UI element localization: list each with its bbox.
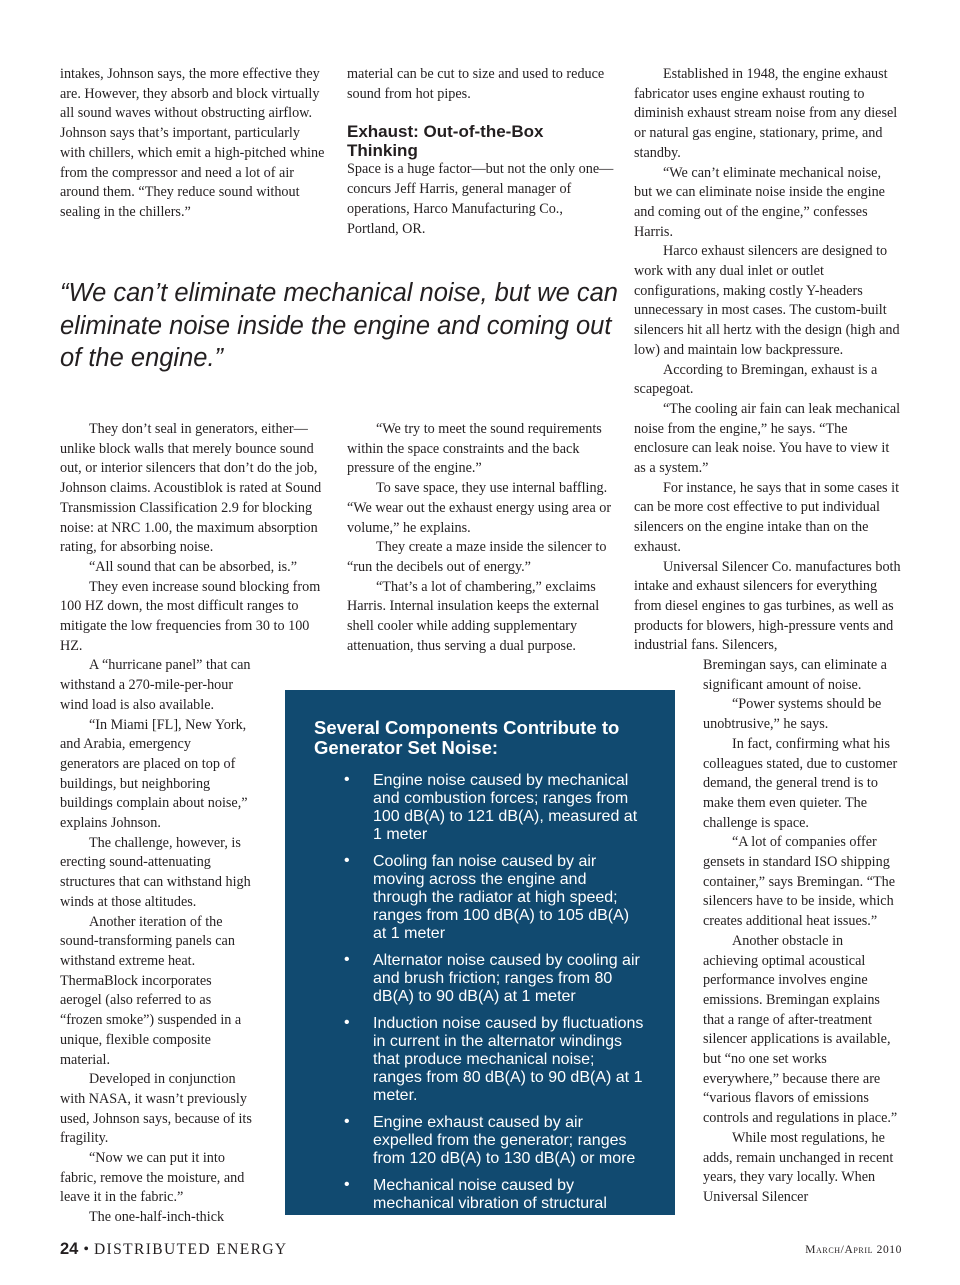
paragraph: They even increase sound blocking from 100 HZ down, the most difficult ranges to mitigate the low frequencies from 30 to 100 HZ. bbox=[60, 578, 321, 654]
pull-quote: “We can’t eliminate mechanical noise, but we can eliminate noise inside the engine and coming out of the engine.” bbox=[60, 279, 618, 372]
paragraph: “We try to meet the sound requirements within the space constraints and the back pressure of the engine.” bbox=[347, 421, 602, 477]
paragraph: The challenge, however, is erecting sound-attenuating structures that can withstand high winds at those altitudes. bbox=[60, 834, 251, 910]
bullet-icon: • bbox=[344, 771, 350, 788]
bullet-icon: • bbox=[344, 951, 350, 968]
narrow-text-block bbox=[60, 656, 252, 1227]
list-item: • Cooling fan noise caused by air moving across the engine and through the radiator at high speed; ranges from 100 dB(A) to 105 dB(A) at 1 meter bbox=[344, 852, 630, 942]
paragraph: Developed in conjunction with NASA, it wasn’t previously used, Johnson says, because of its fragility. bbox=[60, 1071, 252, 1147]
sidebar-title: Several Components Contribute to Generator Set Noise: bbox=[314, 717, 620, 758]
column-2-bottom bbox=[347, 420, 615, 656]
column-3-bottom bbox=[703, 656, 901, 1208]
paragraph: “We can’t eliminate mechanical noise, but we can eliminate noise inside the engine and coming out of the engine,” confesses Harris. bbox=[634, 164, 885, 240]
list-item: • Induction noise caused by fluctuations in current in the alternator windings that produce mechanical noise; ranges from 80 dB(A) to 90 dB(A) at 1 meter. bbox=[344, 1014, 644, 1104]
paragraph: “A lot of companies offer gensets in standard ISO shipping container,” says Bremingan. “The silencers have to be inside, which creates additional heat issues.” bbox=[703, 834, 896, 930]
list-item: • Alternator noise caused by cooling air and brush friction; ranges from 80 dB(A) to 90 dB(A) at 1 meter bbox=[344, 951, 640, 1005]
paragraph: Another obstacle in achieving optimal acoustical performance involves engine emissions. Bremingan explains that a range of after-treatment silencer applications is available, but “no one set works everywhere,” because there are “various flavors of emissions controls and regulations in place.” bbox=[703, 932, 898, 1127]
paragraph: While most regulations, he adds, remain unchanged in recent years, they vary locally. When Universal Silencer bbox=[703, 1129, 894, 1205]
paragraph: Established in 1948, the engine exhaust fabricator uses engine exhaust routing to diminish exhaust stream noise from any diesel or natural gas engine, stationary, prime, and standby. bbox=[634, 66, 898, 161]
paragraph: A “hurricane panel” that can withstand a 270-mile-per-hour wind load is also available. bbox=[60, 657, 251, 713]
paragraph: Another iteration of the sound-transforming panels can withstand extreme heat. ThermaBlock incorporates aerogel (also referred to as “frozen smoke”) suspended in a unique, flexible composite material. bbox=[60, 913, 242, 1068]
paragraph: The one-half-inch-thick bbox=[89, 1209, 225, 1226]
column-1-top bbox=[60, 65, 328, 223]
paragraph: “Now we can put it into fabric, remove the moisture, and leave it in the fabric.” bbox=[60, 1150, 245, 1206]
paragraph: According to Bremingan, exhaust is a scapegoat. bbox=[634, 361, 878, 398]
paragraph: In fact, confirming what his colleagues stated, due to customer demand, the general trend is to make them even quieter. The challenge is space. bbox=[703, 735, 898, 831]
paragraph: They create a maze inside the silencer to “run the decibels out of energy.” bbox=[347, 539, 607, 575]
list-item: • Mechanical noise caused by mechanical vibration of structural components bbox=[344, 1176, 607, 1230]
column-3-top bbox=[634, 65, 901, 656]
page-number: 24 bbox=[60, 1240, 79, 1258]
paragraph: To save space, they use internal baffling. “We wear out the exhaust energy using area or volume,” he explains. bbox=[347, 480, 612, 536]
bullet-icon: • bbox=[344, 1014, 350, 1031]
sidebar-box bbox=[285, 690, 675, 1230]
paragraph: “All sound that can be absorbed, is.” bbox=[89, 558, 298, 575]
paragraph: “Power systems should be unobtrusive,” he says. bbox=[703, 696, 882, 733]
paragraph: “The cooling air fain can leak mechanical noise from the engine,” he says. “The enclosure can leak noise. You have to view it as a system.” bbox=[634, 400, 901, 477]
paragraph: “In Miami [FL], New York, and Arabia, emergency generators are placed on top of buildings, but neighboring buildings complain about noise,” explains Johnson. bbox=[60, 716, 248, 832]
bullet-icon: • bbox=[344, 1113, 350, 1130]
paragraph: Universal Silencer Co. manufactures both intake and exhaust silencers for everything from diesel engines to gas turbines, as well as products for blowers, high-pressure vents and industrial fans. Silencers, bbox=[634, 558, 901, 654]
paragraph: Bremingan says, can eliminate a significant amount of noise. bbox=[703, 657, 887, 693]
paragraph: “That’s a lot of chambering,” exclaims Harris. Internal insulation keeps the external shell cooler while adding supplementary attenuation, thus serving a dual purpose. bbox=[347, 578, 600, 654]
page-footer bbox=[60, 1240, 288, 1262]
separator-icon: • bbox=[83, 1241, 89, 1258]
bullet-icon: • bbox=[344, 1176, 350, 1193]
issue-date: March/April 2010 bbox=[805, 1244, 902, 1256]
list-item: • Engine exhaust caused by air expelled from the generator; ranges from 120 dB(A) to 130 dB(A) or more bbox=[344, 1113, 636, 1167]
paragraph: They don’t seal in generators, either—unlike block walls that merely bounce sound out, or interior silencers that don’t do the job, Johnson claims. Acoustiblok is rated at Sound Transmission Classification 2.9 for blocking noise: at NRC 1.00, the maximum absorption rating, for absorbing noise. bbox=[60, 421, 322, 556]
sidebar-list bbox=[314, 772, 645, 1231]
paragraph: Space is a huge factor—but not the only one—concurs Jeff Harris, general manager of operations, Harco Manufacturing Co., Portland, OR. bbox=[347, 161, 614, 237]
paragraph: intakes, Johnson says, the more effective they are. However, they absorb and block virtually all sound waves without obstructing airflow. Johnson says that’s important, particularly with chillers, which emit a high-pitched whine from the compressor and need a lot of air around them. “They reduce sound without sealing in the chillers.” bbox=[60, 66, 325, 220]
publication-name: DISTRIBUTED ENERGY bbox=[93, 1241, 288, 1258]
paragraph: For instance, he says that in some cases it can be more cost effective to put individual silencers on the engine intake than on the exhaust. bbox=[634, 479, 900, 555]
paragraph: Harco exhaust silencers are designed to work with any dual inlet or outlet configurations, making costly Y-headers unnecessary in most cases. The custom-built silencers hit all hertz with the design (high and low) and maintain low backpressure. bbox=[634, 243, 900, 358]
list-item: • Engine noise caused by mechanical and combustion forces; ranges from 100 dB(A) to 121 dB(A), measured at 1 meter bbox=[344, 771, 638, 843]
section-heading: Exhaust: Out-of-the-Box Thinking bbox=[347, 122, 544, 161]
column-2-top bbox=[347, 65, 615, 239]
bullet-icon: • bbox=[344, 852, 350, 869]
paragraph: material can be cut to size and used to reduce sound from hot pipes. bbox=[347, 66, 605, 102]
